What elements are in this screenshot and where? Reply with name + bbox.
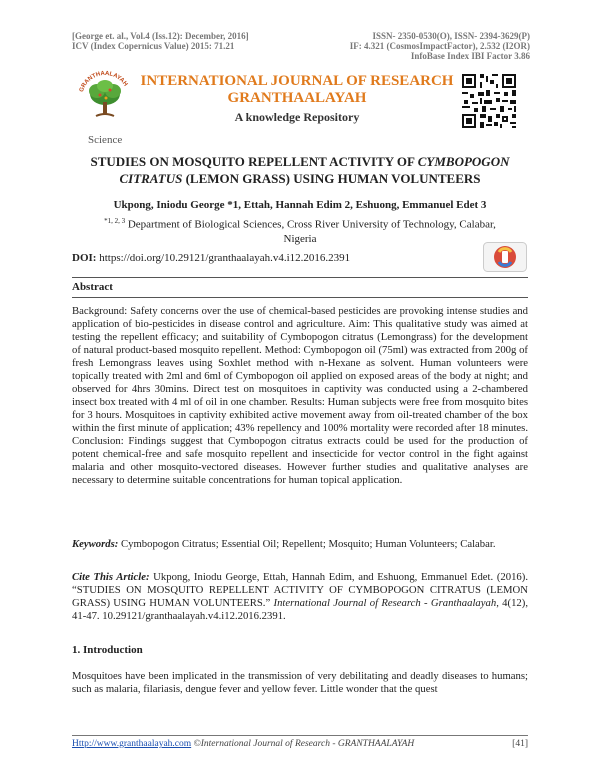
paper-title-italic2: CITRATUS — [119, 171, 183, 186]
affiliation-line2: Nigeria — [283, 232, 317, 245]
cite-text: Ukpong, Iniodu George, Ettah, Hannah Edim, and Eshuong, Emmanuel Edet. (2016). “STUDIES ON MOSQUITO REPELLENT ACTIVITY OF CYMBOPOGON CITRATUS (LEMON GRASS) USING HUMAN VOLUNTEERS.” — [72, 571, 528, 609]
paper-title-part2: (LEMON GRASS) USING HUMAN VOLUNTEERS — [182, 171, 481, 186]
abstract-top-rule — [72, 277, 528, 278]
footer — [72, 739, 528, 749]
introduction-heading: 1. Introduction — [72, 644, 143, 656]
footer-rule — [72, 735, 528, 736]
journal-title-line1: INTERNATIONAL JOURNAL OF RESEARCH — [140, 73, 454, 89]
header-infobase: InfoBase Index IBI Factor 3.86 — [410, 51, 530, 61]
journal-title-line2: GRANTHAALAYAH — [227, 90, 367, 106]
qr-code — [460, 72, 518, 130]
header-impact-factor: IF: 4.321 (CosmosImpactFactor), 2.532 (I2OR) — [349, 41, 530, 51]
keywords-label: Keywords: — [72, 538, 119, 550]
authors: Ukpong, Iniodu George *1, Ettah, Hannah Edim 2, Eshuong, Emmanuel Edet 3 — [113, 199, 487, 211]
header-left — [72, 31, 249, 51]
footer-url[interactable]: Http://www.granthaalayah.com — [72, 739, 192, 749]
paper-title — [72, 153, 528, 187]
introduction-text: Mosquitoes have been implicated in the transmission of very debilitating and deadly diseases to humans; such as malaria, filariasis, dengue fever and yellow fever. Little wonder that the quest — [72, 670, 528, 695]
abstract-heading: Abstract — [72, 281, 113, 293]
header-icv: ICV (Index Copernicus Value) 2015: 71.21 — [72, 41, 235, 51]
paper-title-italic1: CYMBOPOGON — [417, 154, 510, 169]
journal-logo — [76, 68, 134, 126]
abstract-heading-rule — [72, 297, 528, 298]
abstract-text: Background: Safety concerns over the use of chemical-based pesticides are provoking intense studies and application of bio-pesticides in disease control and agriculture. Aim: This qualitative study was aimed at testing the repellent efficacy; and suitability of Cymbopogon citratus (Lemongrass) for the development of natural product-based mosquito repellent. Method: Cymbopogon oil (75ml) was extracted from 200g of fresh Lemongrass leaves using Soxhlet method with n-Hexane as solvent. Human volunteers were topically treated with 2ml and 6ml of Cymbopogon oil applied on exposed areas of the body at night; and observed for 4hrs 30mins. Direct test on mosquitoes in captivity was conducted using a 2-chambered insect box treated with 4 ml of oil in one chamber. Results: Human subjects were free from mosquito bites for 3 hours. Mosquitoes in captivity exhibited active movement away from oil-treated chamber of the box within the first minute of application; 43% repellency and 100% mortality were recorded after 18 minutes. Conclusion: Findings suggest that Cymbopogon citratus extracts could be used for the production of potent chemical-free and safe mosquito repellent and insecticide for vector control in the fight against malaria and other mosquito-vectored diseases. However further studies and qualitative analyses are necessary to determine suitable concentrations for human topical application. — [72, 305, 528, 486]
crossmark-badge[interactable] — [483, 242, 527, 272]
keywords-text: Cymbopogon Citratus; Essential Oil; Repellent; Mosquito; Human Volunteers; Calabar. — [118, 538, 496, 550]
cite-this-article — [72, 571, 528, 623]
affiliation — [72, 214, 528, 246]
tree-logo-icon — [76, 68, 134, 126]
journal-title — [132, 73, 462, 107]
doi — [72, 252, 350, 264]
doi-label: DOI: — [72, 252, 97, 264]
header-issn: ISSN- 2350-0530(O), ISSN- 2394-3629(P) — [372, 31, 530, 41]
doi-link[interactable]: https://doi.org/10.29121/granthaalayah.v4.i12.2016.2391 — [99, 252, 351, 264]
category-label: Science — [88, 134, 123, 146]
cite-tail: , 4(12), 41-47. 10.29121/granthaalayah.v4.i12.2016.2391. — [72, 597, 528, 622]
qr-code-icon — [460, 72, 518, 130]
header-right — [322, 31, 530, 61]
footer-copyright: ©International Journal of Research - GRANTHAALAYAH — [191, 739, 415, 749]
crossmark-icon — [483, 242, 527, 272]
page-number: [41] — [512, 739, 528, 749]
logo-arc-text: GRANTHAALAYAH — [78, 70, 129, 93]
cite-label: Cite This Article: — [72, 571, 150, 583]
keywords — [72, 538, 528, 551]
paper-title-part1: STUDIES ON MOSQUITO REPELLENT ACTIVITY OF — [90, 154, 418, 169]
journal-tagline: A knowledge Repository — [234, 110, 360, 124]
affiliation-line1: Department of Biological Sciences, Cross River University of Technology, Calabar, — [127, 218, 496, 231]
header-citation: [George et. al., Vol.4 (Iss.12): December, 2016] — [72, 31, 249, 41]
cite-journal: International Journal of Research - Granthaalayah — [273, 597, 497, 609]
affiliation-sup: *1, 2, 3 — [104, 217, 126, 225]
